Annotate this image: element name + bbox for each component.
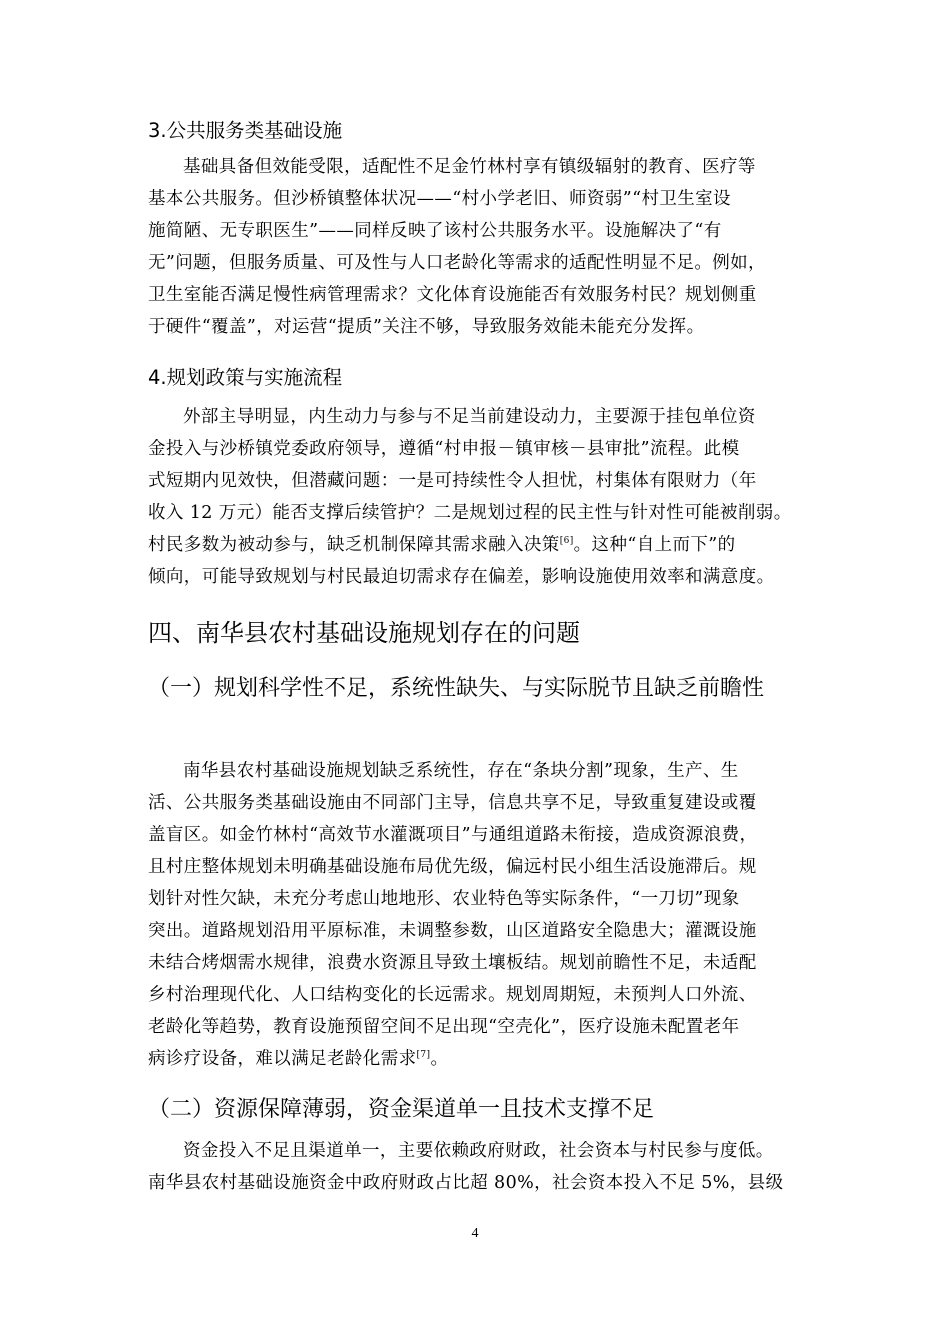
- paragraph-line: 卫生室能否满足慢性病管理需求？文化体育设施能否有效服务村民？规划侧重: [148, 285, 757, 305]
- paragraph-line: 南华县农村基础设施资金中政府财政占比超 80%，社会资本投入不足 5%，县级: [148, 1173, 784, 1193]
- paragraph-line: 资金投入不足且渠道单一，主要依赖政府财政，社会资本与村民参与度低。: [183, 1141, 774, 1161]
- subsection-heading: （一）规划科学性不足，系统性缺失、与实际脱节且缺乏前瞻性: [148, 676, 765, 701]
- paragraph-line: 乡村治理现代化、人口结构变化的长远需求。规划周期短，未预判人口外流、: [148, 985, 757, 1005]
- paragraph-line: 倾向，可能导致规划与村民最迫切需求存在偏差，影响设施使用效率和满意度。: [148, 567, 775, 587]
- paragraph-line: 于硬件“覆盖”，对运营“提质”关注不够，导致服务效能未能充分发挥。: [148, 317, 705, 337]
- paragraph-line: 基本公共服务。但沙桥镇整体状况——“村小学老旧、师资弱”“村卫生室设: [148, 189, 731, 209]
- paragraph-line: 且村庄整体规划未明确基础设施布局优先级，偏远村民小组生活设施滞后。规: [148, 857, 757, 877]
- text-run: 。这种“自上而下”的: [573, 535, 736, 555]
- paragraph-line: 老龄化等趋势，教育设施预留空间不足出现“空壳化”，医疗设施未配置老年: [148, 1017, 740, 1037]
- paragraph-line: 收入 12 万元）能否支撑后续管护？二是规划过程的民主性与针对性可能被削弱。: [148, 503, 792, 523]
- paragraph-line: [148, 533, 828, 557]
- paragraph-line: 未结合烤烟需水规律，浪费水资源且导致土壤板结。规划前瞻性不足，未适配: [148, 953, 757, 973]
- paragraph-line: 无”问题，但服务质量、可及性与人口老龄化等需求的适配性明显不足。例如，: [148, 253, 766, 273]
- text-run: 病诊疗设备，难以满足老龄化需求: [148, 1049, 417, 1069]
- section-heading-planning-policy: 4.规划政策与实施流程: [148, 366, 343, 389]
- paragraph-line: 划针对性欠缺，未充分考虑山地地形、农业特色等实际条件，“一刀切”现象: [148, 889, 740, 909]
- page-number: 4: [471, 1226, 479, 1241]
- paragraph-line: 基础具备但效能受限，适配性不足金竹林村享有镇级辐射的教育、医疗等: [183, 157, 756, 177]
- citation-ref: [7]: [416, 1050, 431, 1060]
- paragraph-line: 突出。道路规划沿用平原标准，未调整参数，山区道路安全隐患大；灌溉设施: [148, 921, 757, 941]
- paragraph-line: 金投入与沙桥镇党委政府领导，遵循“村申报－镇审核－县审批”流程。此模: [148, 439, 740, 459]
- citation-ref: [6]: [559, 536, 574, 546]
- chapter-heading: 四、南华县农村基础设施规划存在的问题: [148, 619, 580, 647]
- paragraph-line: 施简陋、无专职医生”——同样反映了该村公共服务水平。设施解决了“有: [148, 221, 722, 241]
- paragraph-line: 式短期内见效快，但潜藏问题：一是可持续性令人担忧，村集体有限财力（年: [148, 471, 757, 491]
- section-heading-public-services: 3.公共服务类基础设施: [148, 119, 343, 142]
- text-run: 村民多数为被动参与，缺乏机制保障其需求融入决策: [148, 535, 560, 555]
- paragraph-line: 南华县农村基础设施规划缺乏系统性，存在“条块分割”现象，生产、生: [183, 761, 739, 781]
- text-run: 。: [430, 1049, 449, 1069]
- paragraph-line: 盖盲区。如金竹林村“高效节水灌溉项目”与通组道路未衔接，造成资源浪费，: [148, 825, 758, 845]
- subsection-heading: （二）资源保障薄弱，资金渠道单一且技术支撑不足: [148, 1097, 655, 1122]
- paragraph-line: 活、公共服务类基础设施由不同部门主导，信息共享不足，导致重复建设或覆: [148, 793, 757, 813]
- paragraph-line: 外部主导明显，内生动力与参与不足当前建设动力，主要源于挂包单位资: [183, 407, 756, 427]
- paragraph-line: [148, 1047, 828, 1071]
